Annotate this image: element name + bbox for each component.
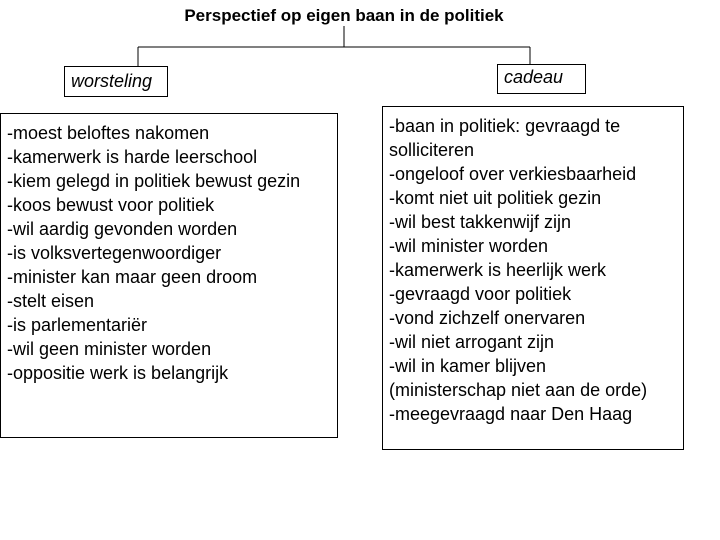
right-list-item: -wil niet arrogant zijn: [389, 332, 555, 352]
left-label: worsteling: [71, 71, 153, 91]
diagram-title: Perspectief op eigen baan in de politiek: [184, 6, 504, 25]
right-list-item: -wil best takkenwijf zijn: [389, 212, 572, 232]
left-label-box: [64, 66, 168, 97]
right-list-item: -meegevraagd naar Den Haag: [389, 404, 633, 424]
left-list-item: -stelt eisen: [7, 291, 95, 311]
left-list-item: -wil aardig gevonden worden: [7, 219, 238, 239]
right-list-item: -vond zichzelf onervaren: [389, 308, 586, 328]
right-list-item: -wil in kamer blijven: [389, 356, 547, 376]
right-list-item: -kamerwerk is heerlijk werk: [389, 260, 607, 280]
left-list-item: -is parlementariër: [7, 315, 148, 335]
right-label-box: [497, 64, 586, 94]
right-list-item: -komt niet uit politiek gezin: [389, 188, 602, 208]
left-list-item: -wil geen minister worden: [7, 339, 212, 359]
left-list-item: -minister kan maar geen droom: [7, 267, 258, 287]
right-item-list: [382, 106, 684, 450]
right-label: cadeau: [504, 67, 564, 87]
left-item-list: [0, 113, 338, 438]
right-list-item: (ministerschap niet aan de orde): [389, 380, 648, 400]
left-list-item: -koos bewust voor politiek: [7, 195, 215, 215]
left-list-item: -is volksvertegenwoordiger: [7, 243, 222, 263]
left-list-item: -moest beloftes nakomen: [7, 123, 210, 143]
left-list-item: -kiem gelegd in politiek bewust gezin: [7, 171, 301, 191]
right-list-item: -baan in politiek: gevraagd te: [389, 116, 621, 136]
right-list-item: solliciteren: [389, 140, 475, 160]
right-list-item: -ongeloof over verkiesbaarheid: [389, 164, 637, 184]
right-list-item: -gevraagd voor politiek: [389, 284, 572, 304]
left-list-item: -kamerwerk is harde leerschool: [7, 147, 258, 167]
right-list-item: -wil minister worden: [389, 236, 549, 256]
left-list-item: -oppositie werk is belangrijk: [7, 363, 229, 383]
